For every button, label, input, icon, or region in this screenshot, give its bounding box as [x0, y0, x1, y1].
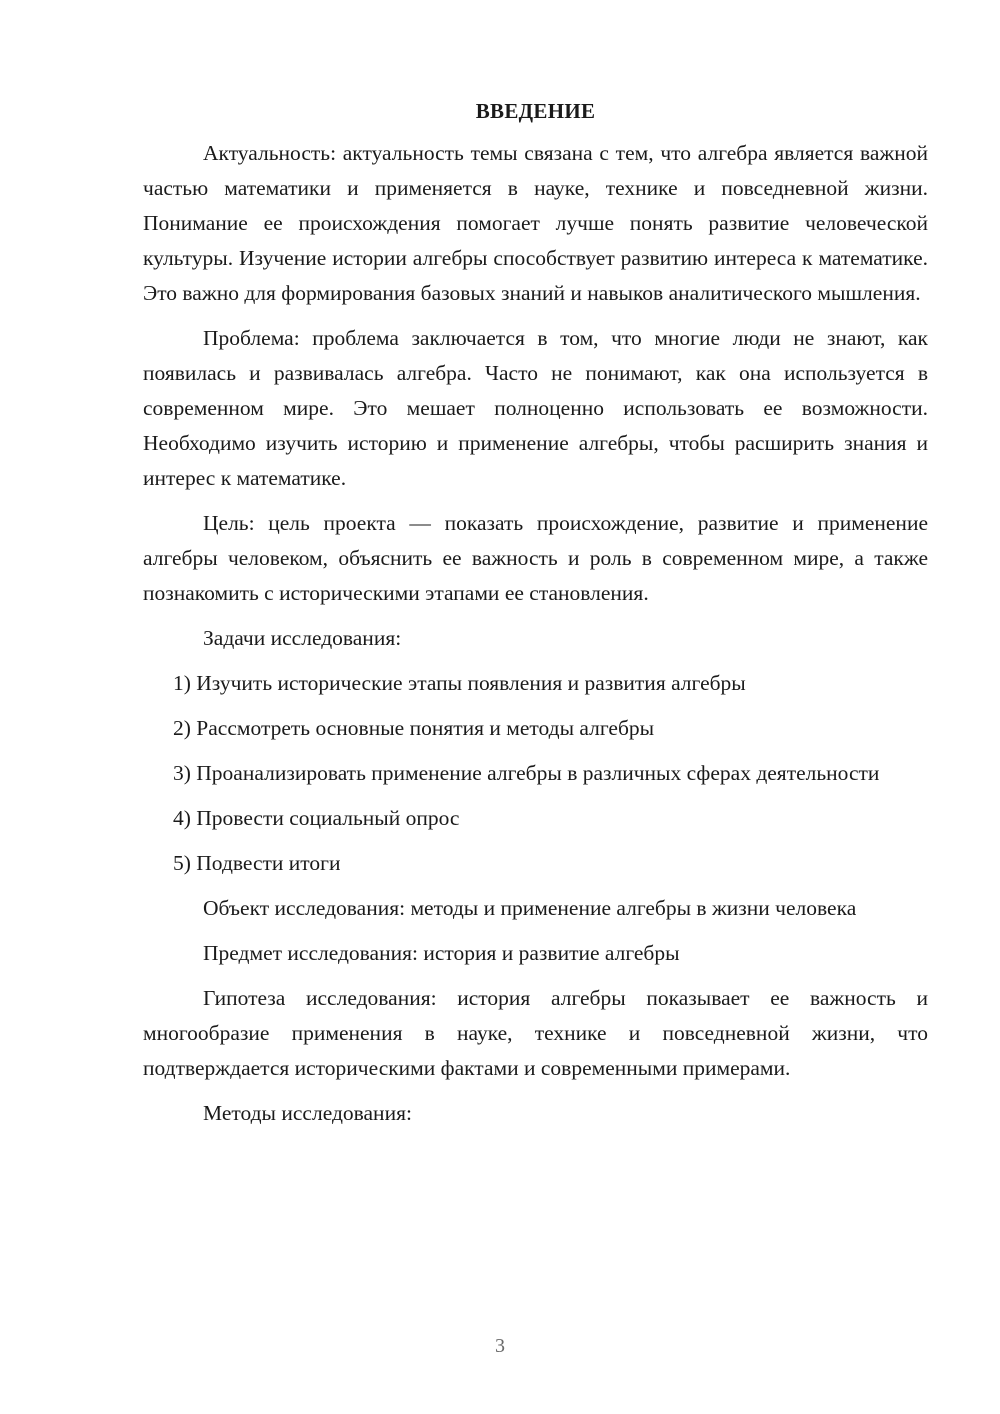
relevance-paragraph: Актуальность: актуальность темы связана с тем, что алгебра является важной частью математики и применяется в науке, технике и повседневной жизни. Понимание ее происхождения помогает лучше понять развитие человеческой культуры. Изучение истории алгебры способствует развитию интереса к математике. Это важно для формирования базовых знаний и навыков аналитического мышления.	[143, 141, 928, 305]
tasks-heading: Задачи исследования:	[203, 626, 402, 650]
goal-paragraph: Цель: цель проекта — показать происхождение, развитие и применение алгебры человеком, объяснить ее важность и роль в современном мире, а также познакомить с историческими этапами ее становления.	[143, 511, 928, 605]
methods-heading: Методы исследования:	[203, 1101, 412, 1125]
list-item: 3) Проанализировать применение алгебры в различных сферах деятельности	[173, 761, 880, 785]
object-paragraph: Объект исследования: методы и применение алгебры в жизни человека	[203, 896, 857, 920]
page-title: ВВЕДЕНИЕ	[475, 99, 596, 123]
problem-paragraph: Проблема: проблема заключается в том, что многие люди не знают, как появилась и развивалась алгебра. Часто не понимают, как она используется в современном мире. Это мешает полноценно использовать ее возможности. Необходимо изучить историю и применение алгебры, чтобы расширить знания и интерес к математике.	[143, 326, 928, 490]
document-page	[143, 96, 928, 1141]
hypothesis-paragraph: Гипотеза исследования: история алгебры показывает ее важность и многообразие применения в науке, технике и повседневной жизни, что подтверждается историческими фактами и современными примерами.	[143, 986, 928, 1080]
page-number: 3	[495, 1335, 505, 1357]
subject-paragraph: Предмет исследования: история и развитие алгебры	[203, 941, 680, 965]
list-item: 4) Провести социальный опрос	[173, 806, 460, 830]
list-item: 5) Подвести итоги	[173, 851, 341, 875]
list-item: 1) Изучить исторические этапы появления и развития алгебры	[173, 671, 746, 695]
list-item: 2) Рассмотреть основные понятия и методы алгебры	[173, 716, 655, 740]
tasks-list	[143, 666, 928, 881]
